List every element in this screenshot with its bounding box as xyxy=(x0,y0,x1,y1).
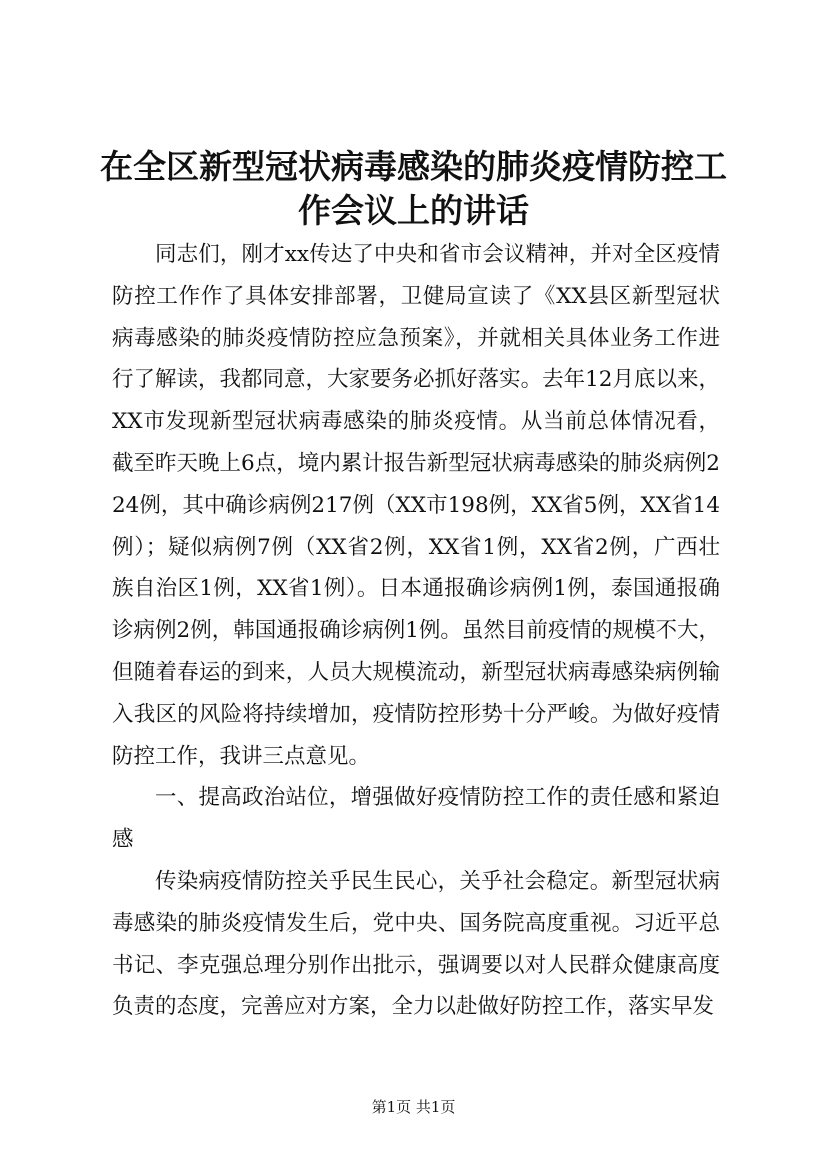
document-body xyxy=(112,234,720,1028)
paragraph-section-1: 传染病疫情防控关乎民生民心，关乎社会稳定。新型冠状病毒感染的肺炎疫情发生后，党中央、国务院高度重视。习近平总书记、李克强总理分别作出批示，强调要以对人民群众健康高度负责的态度，完善应对方案，全力以赴做好防控工作，落实早发 xyxy=(112,868,720,1020)
page-footer: 第1页 共1页 xyxy=(371,1098,456,1116)
paragraph-intro: 同志们，刚才xx传达了中央和省市会议精神，并对全区疫情防控工作作了具体安排部署，卫健局宣读了《XX县区新型冠状病毒感染的肺炎疫情防控应急预案》，并就相关具体业务工作进行了解读，我都同意，大家要务必抓好落实。去年12月底以来，XX市发现新型冠状病毒感染的肺炎疫情。从当前总体情况看，截至昨天晚上6点，境内累计报告新型冠状病毒感染的肺炎病例224例，其中确诊病例217例（XX市198例，XX省5例，XX省14例）；疑似病例7例（XX省2例，XX省1例，XX省2例，广西壮族自治区1例，XX省1例）。日本通报确诊病例1例，泰国通报确诊病例2例，韩国通报确诊病例1例。虽然目前疫情的规模不大，但随着春运的到来，人员大规模流动，新型冠状病毒感染病例输入我区的风险将持续增加，疫情防控形势十分严峻。为做好疫情防控工作，我讲三点意见。 xyxy=(112,242,720,769)
document-title: 在全区新型冠状病毒感染的肺炎疫情防控工作会议上的讲话 xyxy=(100,147,727,230)
section-heading-1: 一、提高政治站位，增强做好疫情防控工作的责任感和紧迫感 xyxy=(112,785,720,853)
